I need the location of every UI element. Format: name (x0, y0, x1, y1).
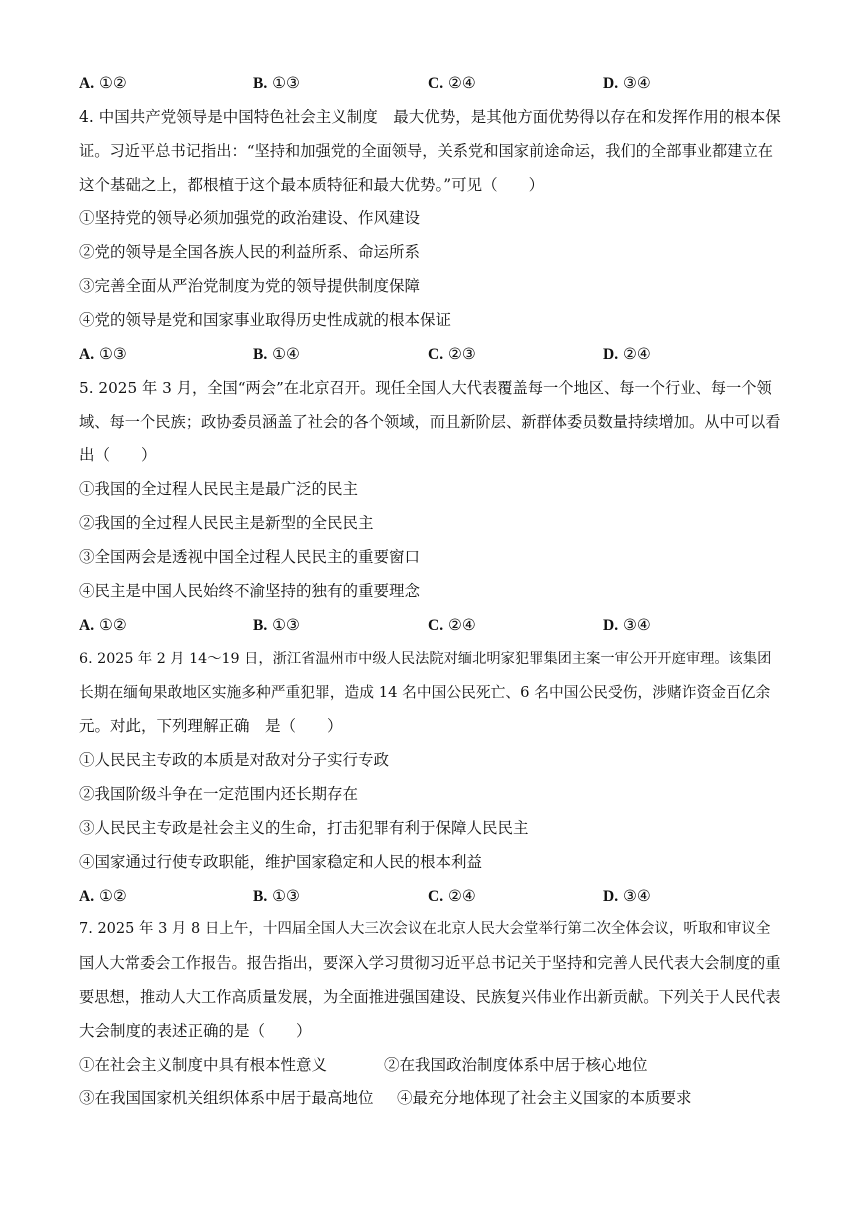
q4-stem-line-2: 证。习近平总书记指出：“坚持和加强党的全面领导，关系党和国家前途命运，我们的全部事业都建立在 (79, 142, 774, 160)
q6-statement-4: ④国家通过行使专政职能，维护国家稳定和人民的根本利益 (79, 853, 483, 871)
q4-option-a[interactable]: A. ①③ (79, 345, 127, 363)
q5-stem-line-2: 域、每一个民族；政协委员涵盖了社会的各个领域，而且新阶层、新群体委员数量持续增加。从中可以看 (79, 413, 781, 431)
q4-options (79, 343, 779, 365)
q7-statement-2: ②在我国政治制度体系中居于核心地位 (384, 1056, 648, 1074)
q4-statement-3: ③完善全面从严治党制度为党的领导提供制度保障 (79, 277, 421, 295)
q5-statement-4: ④民主是中国人民始终不渝坚持的独有的重要理念 (79, 582, 421, 600)
q6-statement-2: ②我国阶级斗争在一定范围内还长期存在 (79, 785, 359, 803)
q6-stem-line-1: 6. 2025 年 2 月 14～19 日，浙江省温州市中级人民法院对缅北明家犯罪集团主案一审公开开庭审理。该集团 (79, 651, 772, 667)
q4-stem-line-1: 4. 中国共产党领导是中国特色社会主义制度 最大优势，是其他方面优势得以存在和发挥作用的根本保 (79, 108, 781, 126)
q7-statement-4: ④最充分地体现了社会主义国家的本质要求 (397, 1089, 692, 1107)
q7-stem-line-4: 大会制度的表述正确的是（ ） (79, 1022, 312, 1040)
q6-option-b[interactable]: B. ①③ (253, 887, 300, 905)
q6-option-c[interactable]: C. ②④ (428, 887, 476, 905)
q7-stem-line-1: 7. 2025 年 3 月 8 日上午，十四届全国人大三次会议在北京人民大会堂举行第二次全体会议，听取和审议全 (79, 921, 771, 937)
q5-statement-2: ②我国的全过程人民民主是新型的全民民主 (79, 514, 374, 532)
q5-options (79, 614, 779, 636)
q3-options (79, 72, 779, 94)
q3-option-c[interactable]: C. ②④ (428, 74, 476, 92)
q5-statement-1: ①我国的全过程人民民主是最广泛的民主 (79, 480, 359, 498)
q6-options (79, 885, 779, 907)
q4-option-d[interactable]: D. ②④ (603, 345, 651, 363)
q5-stem-line-1: 5. 2025 年 3 月，全国“两会”在北京召开。现任全国人大代表覆盖每一个地区、每一个行业、每一个领 (79, 379, 772, 397)
q3-option-d[interactable]: D. ③④ (603, 74, 651, 92)
q5-option-c[interactable]: C. ②④ (428, 616, 476, 634)
q5-option-b[interactable]: B. ①③ (253, 616, 300, 634)
q4-option-b[interactable]: B. ①④ (253, 345, 300, 363)
q5-option-a[interactable]: A. ①② (79, 616, 127, 634)
q4-option-c[interactable]: C. ②③ (428, 345, 476, 363)
q7-statement-1: ①在社会主义制度中具有根本性意义 (79, 1056, 328, 1074)
q6-stem-line-2: 长期在缅甸果敢地区实施多种严重犯罪，造成 14 名中国公民死亡、6 名中国公民受伤，涉赌诈资金百亿余 (79, 684, 771, 701)
q6-statement-1: ①人民民主专政的本质是对敌对分子实行专政 (79, 751, 390, 769)
q3-option-a[interactable]: A. ①② (79, 74, 127, 92)
q6-statement-3: ③人民民主专政是社会主义的生命，打击犯罪有利于保障人民民主 (79, 819, 529, 837)
q7-stem-line-2: 国人大常委会工作报告。报告指出，要深入学习贯彻习近平总书记关于坚持和完善人民代表大会制度的重 (79, 954, 781, 972)
q5-option-d[interactable]: D. ③④ (603, 616, 651, 634)
q6-option-a[interactable]: A. ①② (79, 887, 127, 905)
q5-stem-line-3: 出（ ） (79, 446, 157, 464)
q6-stem-line-3: 元。对此，下列理解正确 是（ ） (79, 717, 343, 735)
q3-option-b[interactable]: B. ①③ (253, 74, 300, 92)
q6-option-d[interactable]: D. ③④ (603, 887, 651, 905)
q7-statement-3: ③在我国国家机关组织体系中居于最高地位 (79, 1089, 374, 1107)
q4-stem-line-3: 这个基础之上，都根植于这个最本质特征和最大优势。”可见（ ） (79, 176, 545, 194)
q4-statement-4: ④党的领导是党和国家事业取得历史性成就的根本保证 (79, 311, 452, 329)
q7-stem-line-3: 要思想，推动人大工作高质量发展，为全面推进强国建设、民族复兴伟业作出新贡献。下列关于人民代表 (79, 988, 781, 1006)
q4-statement-2: ②党的领导是全国各族人民的利益所系、命运所系 (79, 243, 421, 261)
q5-statement-3: ③全国两会是透视中国全过程人民民主的重要窗口 (79, 548, 421, 566)
q4-statement-1: ①坚持党的领导必须加强党的政治建设、作风建设 (79, 209, 421, 227)
